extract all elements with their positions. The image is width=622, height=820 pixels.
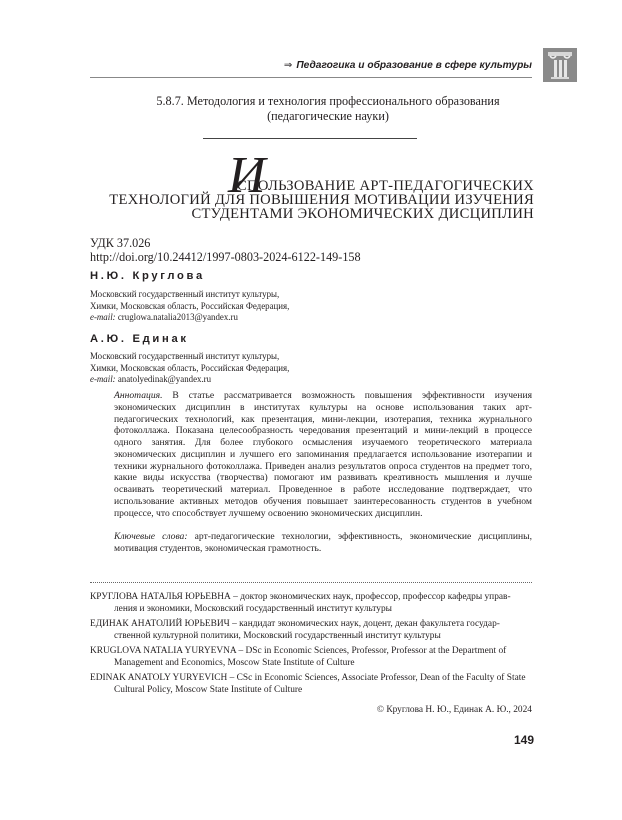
doi-link[interactable]: http://doi.org/10.24412/1997-0803-2024-6122-149-158 — [90, 250, 361, 264]
affiliation-institution: Московский государственный институт культуры, — [90, 351, 280, 361]
author-bio — [90, 646, 532, 669]
specialty-divider — [203, 138, 417, 139]
bio-line-2: Management and Economics, Moscow State Institute of Culture — [114, 657, 355, 668]
specialty-code — [100, 94, 556, 124]
email-label: e-mail: — [90, 312, 116, 323]
email-link[interactable]: anatolyedinak@yandex.ru — [117, 374, 212, 385]
abstract-text: В статье рассматривается возможность повышения эффективности изучения экономических дисциплин в институтах культуры на основе использования таких арт-педагогических технологий, как презентация, мини-лекции, изотерапия, техника журнального фотоколлажа. Показана целесообразность чередования презентаций и мини-лекций в процессе одного занятия. Для более глубокого осмысления изучаемого теоретического материала экономических дисциплин и лучшего его запоминания предлагается использование изотерапии и техники журнального фотоколлажа. Приведен анализ результатов опроса студентов на предмет того, какие виды искусства (творчества) помогают им развивать креативность мышления и лучше осваивать теоретический материал. Проведенное в работе исследование подтверждает, что использование активных методов обучения повышает заинтересованность студентов в учебном процессе, что способствует лучшему освоению экономических дисциплин. — [114, 390, 532, 519]
affiliation-location: Химки, Московская область, Российская Федерация, — [90, 300, 290, 311]
title-initial: И — [228, 147, 266, 204]
keywords — [114, 531, 532, 555]
email-label: e-mail: — [90, 374, 116, 385]
keywords-text: арт-педагогические технологии, эффективность, экономические дисциплины, мотивация студентов, экономическая грамотность. — [114, 531, 532, 554]
page-number: 149 — [513, 733, 534, 747]
title-line-3: СТУДЕНТАМИ ЭКОНОМИЧЕСКИХ ДИСЦИПЛИН — [191, 206, 534, 222]
bio-line-2: ственной культурной политики, Московский государственный институт культуры — [114, 630, 441, 641]
copyright-notice: © Круглова Н. Ю., Единак А. Ю., 2024 — [376, 705, 532, 715]
header-rule — [90, 77, 532, 78]
bio-line-2: Cultural Policy, Moscow State Institute of Culture — [114, 684, 303, 695]
author-name: А.Ю. Единак — [90, 333, 189, 345]
bio-line-1: ЕДИНАК АНАТОЛИЙ ЮРЬЕВИЧ – кандидат экономических наук, доцент, декан факультета государ- — [90, 619, 500, 629]
specialty-line-1: 5.8.7. Методология и технология профессионального образования — [156, 94, 500, 108]
author-bio — [90, 673, 532, 696]
dotted-divider — [90, 582, 532, 583]
section-title: Педагогика и образование в сфере культуры — [296, 60, 532, 71]
arrow-icon: ⇒ — [283, 60, 293, 71]
udk-code: УДК 37.026 — [90, 236, 151, 250]
keywords-label: Ключевые слова: — [114, 531, 188, 542]
journal-logo-icon — [543, 48, 577, 82]
bio-line-1: KRUGLOVA NATALIA YURYEVNA – DSc in Economic Sciences, Professor, Professor at the Department of — [90, 646, 507, 656]
affiliation-institution: Московский государственный институт культуры, — [90, 289, 280, 299]
abstract — [114, 390, 532, 519]
bio-line-1: EDINAK ANATOLY YURYEVICH – CSc in Economic Sciences, Associate Professor, Dean of the Faculty of State — [90, 673, 526, 683]
running-header — [244, 60, 532, 71]
affiliation-email — [90, 374, 289, 386]
author-bio — [90, 619, 532, 642]
bio-line-1: КРУГЛОВА НАТАЛЬЯ ЮРЬЕВНА – доктор экономических наук, профессор, профессор кафедры управ- — [90, 592, 511, 602]
title-line-1: СПОЛЬЗОВАНИЕ АРТ-ПЕДАГОГИЧЕСКИХ — [236, 178, 534, 194]
author-bio — [90, 592, 532, 615]
email-link[interactable]: cruglowa.natalia2013@yandex.ru — [117, 312, 238, 323]
article-title — [90, 147, 534, 226]
bio-line-2: ления и экономики, Московский государственный институт культуры — [114, 603, 392, 614]
author-affiliation — [90, 351, 289, 386]
abstract-label: Аннотация. — [114, 390, 163, 401]
affiliation-location: Химки, Московская область, Российская Федерация, — [90, 362, 290, 373]
specialty-line-2: (педагогические науки) — [267, 109, 389, 123]
author-name: Н.Ю. Круглова — [90, 270, 205, 282]
affiliation-email — [90, 312, 289, 324]
title-line-2: ТЕХНОЛОГИЙ ДЛЯ ПОВЫШЕНИЯ МОТИВАЦИИ ИЗУЧЕНИЯ — [109, 192, 534, 208]
author-affiliation — [90, 289, 289, 324]
